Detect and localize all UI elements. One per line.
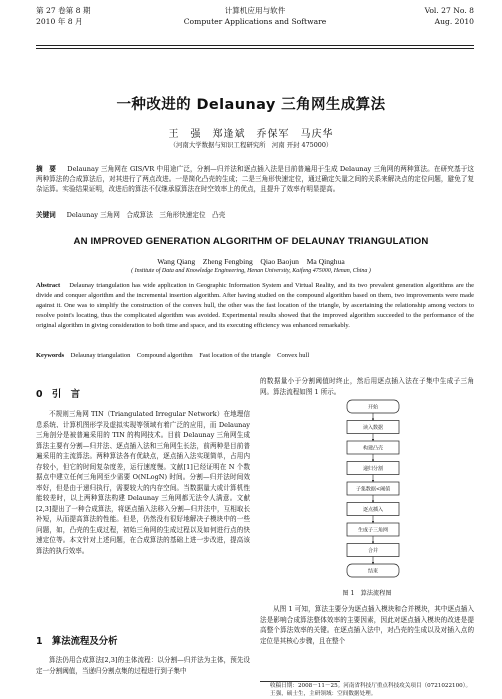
authors-cn: 王 强 郑逢斌 乔保军 马庆华 [168,129,334,140]
footnote-rule [260,681,340,682]
authors-en: Wang Qiang Zheng Fengbing Qiao Baojun Ma Qinghua [157,257,345,266]
flowchart-box-label: 结束 [367,568,379,575]
affiliation-en: ( Institute of Data and Knowledge Engineering, Henan University, Kaifeng 475000, Henan, China ) [131,268,371,274]
journal-name-en: Computer Applications and Software [183,17,327,26]
flowchart-box-label: 合并 [367,548,379,554]
header-date: 2010 年 8 月 [36,17,83,26]
running-header [36,5,474,43]
flowchart-box-label: 逐点插入 [362,507,384,513]
header-volume: 第 27 卷第 8 期 [36,6,91,15]
header-right [425,5,474,27]
abstract-cn-label: 摘 要 [36,165,57,173]
abstract-en-text: Delaunay triangulation has wide application in Geographic Information System and Virtual Reality, and its two prevalent generation algorithms are the divide and conquer algorithm and the incremental insertion algorithm. After having studied on the compound algorithm based on them, two improvements were made against it. One was to simplify the construction of the convex hull, the other was the fast location of the triangle, by ascertaining the relationship among vectors to resolve point's locating, thus the complicated algorithm was avoided. Experimental results showed that the improved algorithm succeeded to the performance of the original algorithm in giving consideration to both time and space, and its executing efficiency was enhanced remarkably. [36,282,474,330]
flowchart-box-label: 开始 [367,404,379,411]
flowchart-box-label: 读入数据 [362,425,384,431]
journal-name-cn: 计算机应用与软件 [224,6,286,15]
flowchart-box-label: 构建凸壳 [362,445,384,452]
flowchart-box-label: 子集数据<阈值 [355,486,391,493]
footnote: 收稿日期：2008－11－25。河南省科技厅重点科技攻关项目（0721022100）。王强，硕士生，主研领域：空间数据处理。 [270,683,472,697]
paper-title-cn: 一种改进的 Delaunay 三角网生成算法 [116,97,386,113]
header-volume-en: Vol. 27 No. 8 [424,6,474,15]
section-1-body: 算法仍用合成算法[2,3]的主体流程：以分割—归并法为主体，预先设定一分割阈值，当递归分割点集的过程进行到子集中 [36,656,250,675]
keywords-en-label: Keywords [36,352,65,359]
abstract-en [36,281,474,331]
keywords-en-text: Delaunay triangulation Compound algorithm Fast location of the triangle Convex hull [70,352,310,359]
keywords-cn [36,210,474,220]
keywords-cn-text: Delaunay 三角网 合成算法 三角形快速定位 凸壳 [66,211,226,219]
abstract-cn-text: Delaunay 三角网在 GIS/VR 中用途广泛，分割—归并法和逐点插入法是目前普遍用于生成 Delaunay 三角网的两种算法。在研究基于这两种算法的合成算法后，对其进行了两点改进。一是简化凸壳的生成；二是三角形快速定位，通过确定矢量之间的关系来解决点的定位问题，避免了复杂运算。实验结果证明，改进后的算法不仅继承原算法在时空效率上的优点，且提升了效率有明显提高。 [36,165,474,194]
section-1-heading: 1 算法流程及分析 [36,636,118,647]
flowchart-box-label: 递归分割 [362,466,384,472]
right-column-bottom-text: 从图 1 可知，算法主要分为逐点插入模块和合并模块，其中逐点插入法是影响合成算法整体效率的主要因素，因此对逐点插入模块的改进是提高整个算法效率的关键。在逐点插入法中，对凸壳的生成以及对插入点的定位是其核心步骤，且在整个 [260,605,474,645]
keywords-cn-label: 关键词 [36,211,56,219]
flowchart-box-label: 生成子三角网 [357,527,389,534]
affiliation-cn: （河南大学数据与知识工程研究所 河南 开封 475000） [169,141,333,149]
paper-title-en: AN IMPROVED GENERATION ALGORITHM OF DELAUNAY TRIANGULATION [73,236,429,247]
figure-1-caption: 图 1 算法流程图 [342,590,392,597]
section-0-body: 不规则三角网 TIN（Triangulated Irregular Network）在地理信息系统、计算机图形学及虚拟实现等领域有着广泛的应用，而 Delaunay 三角剖分是被普遍采用的 TIN 的构网技术。目前 Delaunay 三角网生成算法主要有分割—归并法、逐点插入法和三角网生长法，前两种是目前普遍采用的主流算法。两种算法各有优缺点，逐点插入法实现简单，占用内存较小，但它的时间复杂度差，运行速度慢。文献[1]已经证明在 N 个数据点中建立任何三角网至少需要 O(NLogN) 时间。分割—归并法时间效率好，但是由于递归执行，需要较大的内存空间。当数据量大或计算机性能较差时，以上两种算法构建 Delaunay 三角网都无法令人满意。文献[2,3]提出了一种合成算法，将逐点插入法移入分割—归并法中，互相取长补短，从而提高算法的性能。但是，仍然没有很好地解决子模块中的一些问题，如，凸壳的生成过程，初始三角网的生成过程以及如何进行点的快速定位等。本文针对上述问题，在合成算法的基础上进一步改进，提高该算法的执行效率。 [36,410,250,555]
section-0-heading: 0 引 言 [36,389,81,400]
abstract-cn [36,164,474,195]
right-column-top-text: 的数据量小于分割阈值时终止，然后用逐点插入法在子集中生成子三角网。算法流程如图 1 所示。 [260,377,474,396]
header-rule-thin [36,48,474,49]
header-center [36,5,474,27]
algorithm-flowchart [340,398,406,586]
header-rule-thick [36,45,474,46]
header-date-en: Aug. 2010 [434,17,474,26]
keywords-en [36,350,474,359]
abstract-en-label: Abstract [36,282,61,289]
